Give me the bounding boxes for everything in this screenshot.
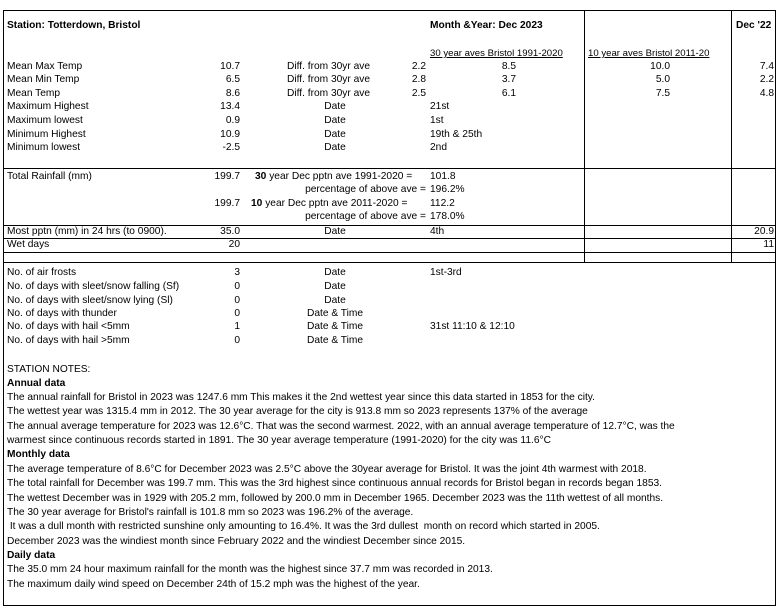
daily-note: The maximum daily wind speed on December 24th of 15.2 mph was the highest of the year.: [7, 579, 420, 590]
row-value: 10.7: [220, 61, 240, 72]
row-desc: Date: [324, 295, 346, 306]
row-desc: Date & Time: [306, 321, 364, 332]
aves-2011-heading: 10 year aves Bristol 2011-20: [588, 48, 710, 59]
row-ave10: 5.0: [655, 74, 670, 85]
month-year-title: Month &Year: Dec 2023: [430, 20, 543, 31]
pptn-label: Most pptn (mm) in 24 hrs (to 0900).: [7, 226, 167, 237]
pptn-value: 35.0: [220, 226, 240, 237]
row-label: No. of days with hail <5mm: [7, 321, 130, 332]
row-diff: 2.5: [411, 88, 426, 99]
row-ave30: 6.1: [501, 88, 516, 99]
row-desc: Diff. from 30yr ave: [287, 74, 371, 85]
row-value: 0: [234, 308, 240, 319]
row-ave10: 7.5: [655, 88, 670, 99]
row-label: No. of days with thunder: [7, 308, 117, 319]
row-value: -2.5: [222, 142, 240, 153]
rainfall-pct10-label: percentage of above ave =: [305, 211, 426, 222]
row-ave10: 10.0: [650, 61, 670, 72]
annual-note: The annual average temperature for 2023 was 12.6°C. That was the second warmest. 2022, with an annual average temperature of 12.7°C, was the: [7, 421, 675, 432]
monthly-note: December 2023 was the windiest month since February 2022 and the windiest December since 2015.: [7, 536, 466, 547]
row-value: 0: [234, 281, 240, 292]
row-desc: Date: [324, 129, 346, 140]
row-prev: 7.4: [759, 61, 774, 72]
row-value: 1: [234, 321, 240, 332]
row-value: 3: [234, 267, 240, 278]
row-desc: Diff. from 30yr ave: [287, 61, 371, 72]
row-prev: 2.2: [759, 74, 774, 85]
rainfall-value-2: 199.7: [214, 198, 240, 209]
row-prev: 4.8: [759, 88, 774, 99]
row-value: 0: [234, 335, 240, 346]
row-divider: [3, 262, 776, 263]
row-label: No. of days with sleet/snow lying (Sl): [7, 295, 173, 306]
rainfall-ave30-years: 30: [255, 171, 267, 182]
monthly-heading: Monthly data: [7, 449, 70, 460]
monthly-note: The average temperature of 8.6°C for December 2023 was 2.5°C above the 30year average for Bristol. It was the joint 4th warmest with 2018.: [7, 464, 647, 475]
annual-note: warmest since continuous records started in 1891. The 30 year average temperature (1991-2020) for the city was 11.6°C: [7, 435, 551, 446]
pptn-date: 4th: [430, 226, 445, 237]
rainfall-pct30-label: percentage of above ave =: [305, 184, 426, 195]
row-label: Mean Min Temp: [7, 74, 80, 85]
row-label: No. of days with hail >5mm: [7, 335, 130, 346]
daily-note: The 35.0 mm 24 hour maximum rainfall for the month was the highest since 37.7 mm was recorded in 2013.: [7, 564, 493, 575]
row-desc: Date & Time: [306, 308, 364, 319]
wet-days-value: 20: [228, 239, 240, 250]
wet-days-label: Wet days: [7, 239, 50, 250]
row-desc: Date: [324, 142, 346, 153]
pptn-desc: Date: [324, 226, 346, 237]
row-date: 19th & 25th: [430, 129, 483, 140]
row-label: Minimum Highest: [7, 129, 86, 140]
row-diff: 2.8: [411, 74, 426, 85]
rainfall-ave10-text: [251, 198, 407, 210]
row-label: Mean Max Temp: [7, 61, 83, 72]
row-label: Maximum Highest: [7, 101, 89, 112]
monthly-note: The wettest December was in 1929 with 205.2 mm, followed by 200.0 mm in December 1965. December 2023 was the 11th wettest of all months.: [7, 493, 664, 504]
row-label: Minimum lowest: [7, 142, 81, 153]
row-value: 8.6: [225, 88, 240, 99]
row-desc: Date: [324, 267, 346, 278]
station-title: Station: Totterdown, Bristol: [7, 20, 141, 31]
rainfall-ave30-text: [255, 171, 412, 183]
row-desc: Date & Time: [306, 335, 364, 346]
row-label: Maximum lowest: [7, 115, 83, 126]
row-value: 0.9: [225, 115, 240, 126]
wet-days-prev: 11: [763, 239, 774, 250]
row-value: 0: [234, 295, 240, 306]
row-date: 21st: [430, 101, 450, 112]
rainfall-ave10-years: 10: [251, 198, 263, 209]
monthly-note: It was a dull month with restricted sunshine only amounting to 16.4%. It was the 3rd dullest month on record which started in 2005.: [7, 521, 600, 532]
pptn-prev: 20.9: [754, 226, 774, 237]
row-desc: Date: [324, 115, 346, 126]
row-ave30: 8.5: [501, 61, 516, 72]
row-divider: [3, 238, 776, 239]
aves-1991-heading: 30 year aves Bristol 1991-2020: [430, 48, 563, 59]
row-desc: Date: [324, 101, 346, 112]
row-value: 6.5: [225, 74, 240, 85]
row-divider: [3, 252, 776, 253]
rainfall-pct30-value: 196.2%: [430, 184, 465, 195]
row-value: 10.9: [220, 129, 240, 140]
rainfall-ave10-value: 112.2: [430, 198, 455, 209]
rainfall-label: Total Rainfall (mm): [7, 171, 92, 182]
rainfall-value: 199.7: [214, 171, 240, 182]
row-desc: Date: [324, 281, 346, 292]
row-label: No. of days with sleet/snow falling (Sf): [7, 281, 180, 292]
monthly-note: The total rainfall for December was 199.7 mm. This was the 3rd highest since continuous annual records for Bristol began in records began 1853.: [7, 478, 662, 489]
row-value: 13.4: [220, 101, 240, 112]
monthly-note: The 30 year average for Bristol's rainfall is 101.8 mm so 2023 was 196.2% of the average.: [7, 507, 414, 518]
row-divider: [3, 168, 776, 169]
rainfall-ave30-value: 101.8: [430, 171, 456, 182]
row-date: 31st 11:10 & 12:10: [430, 321, 515, 332]
notes-title: STATION NOTES:: [7, 364, 91, 375]
row-desc: Diff. from 30yr ave: [287, 88, 371, 99]
row-date: 2nd: [430, 142, 447, 153]
prev-year-title: Dec '22: [736, 20, 772, 31]
annual-heading: Annual data: [7, 378, 66, 389]
annual-note: The annual rainfall for Bristol in 2023 was 1247.6 mm This makes it the 2nd wettest year since this data started in 1853 for the city.: [7, 392, 595, 403]
daily-heading: Daily data: [7, 550, 56, 561]
row-label: Mean Temp: [7, 88, 61, 99]
rainfall-ave30-label: year Dec pptn ave 1991-2020 =: [269, 171, 413, 182]
row-label: No. of air frosts: [7, 267, 77, 278]
rainfall-ave10-label: year Dec pptn ave 2011-2020 =: [265, 198, 408, 209]
row-date: 1st-3rd: [430, 267, 462, 278]
row-date: 1st: [430, 115, 444, 126]
row-ave30: 3.7: [501, 74, 516, 85]
row-diff: 2.2: [411, 61, 426, 72]
annual-note: The wettest year was 1315.4 mm in 2012. The 30 year average for the city is 913.8 mm so 2023 represents 137% of the average: [7, 406, 588, 417]
rainfall-pct10-value: 178.0%: [430, 211, 465, 222]
